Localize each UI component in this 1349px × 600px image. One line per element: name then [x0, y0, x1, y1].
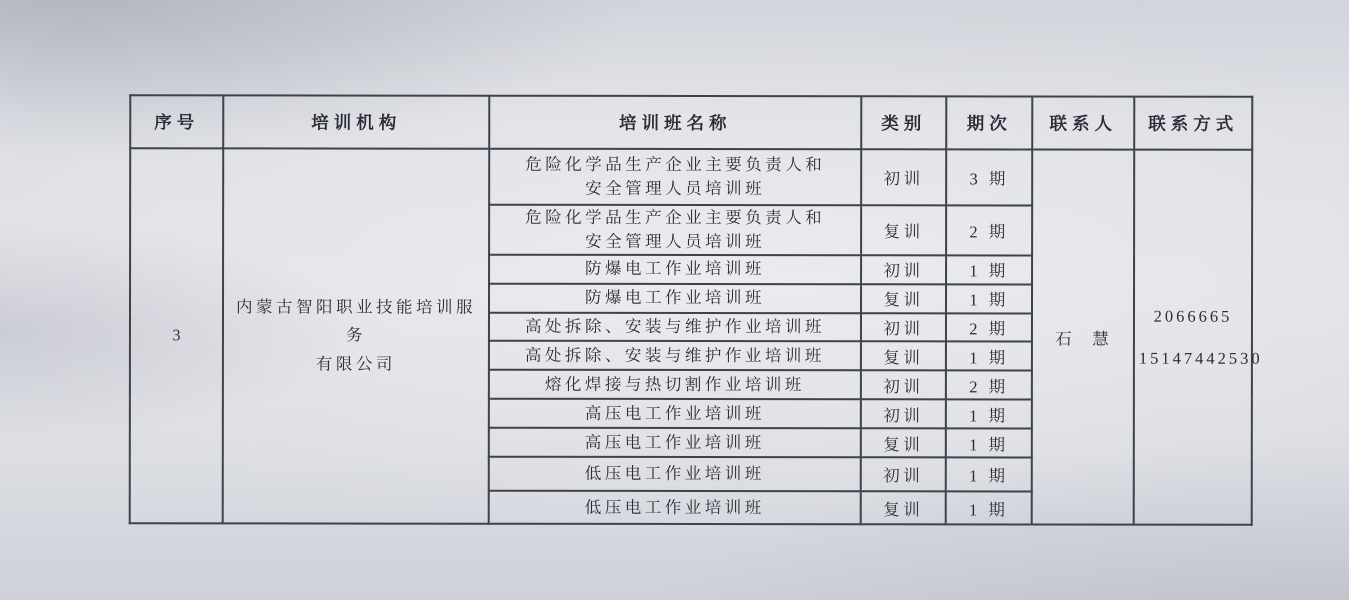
column-header-institution: 培训机构 [223, 95, 489, 148]
session-cell: 1 期 [946, 400, 1032, 429]
session-cell: 1 期 [946, 491, 1032, 524]
class-name-cell: 高处拆除、安装与维护作业培训班 [489, 312, 861, 341]
session-cell: 3 期 [946, 149, 1032, 205]
category-cell: 初训 [861, 399, 946, 428]
institution-cell: 内蒙古智阳职业技能培训服务 有限公司 [223, 148, 490, 523]
contact-method-cell [1134, 150, 1263, 525]
column-header-contact-person: 联系人 [1032, 96, 1134, 149]
column-header-class-name: 培训班名称 [489, 96, 861, 150]
category-cell: 复训 [861, 284, 946, 313]
category-cell: 复训 [861, 491, 946, 524]
class-name-cell: 高压电工作业培训班 [489, 428, 861, 457]
class-name-cell: 熔化焊接与热切割作业培训班 [489, 370, 861, 399]
phone-number-1: 2066665 [1153, 306, 1233, 326]
session-cell: 1 期 [946, 342, 1032, 371]
session-cell: 2 期 [946, 205, 1032, 255]
category-cell: 初训 [861, 255, 946, 284]
session-cell: 1 期 [946, 255, 1032, 284]
category-cell: 复训 [861, 428, 946, 457]
phone-number-2: 15147442530 [1138, 348, 1263, 368]
session-cell: 1 期 [946, 457, 1032, 491]
column-header-category: 类别 [861, 96, 946, 149]
session-cell: 2 期 [946, 371, 1032, 400]
category-cell: 初训 [861, 149, 946, 205]
header-row [130, 95, 1252, 150]
contact-person-cell: 石 慧 [1032, 149, 1135, 524]
class-name-cell: 危险化学品生产企业主要负责人和 安全管理人员培训班 [489, 205, 861, 255]
class-name-cell: 低压电工作业培训班 [489, 457, 861, 492]
class-name-cell: 危险化学品生产企业主要负责人和 安全管理人员培训班 [489, 149, 861, 206]
table-row [130, 148, 1252, 206]
column-header-session: 期次 [946, 96, 1032, 149]
category-cell: 复训 [861, 342, 946, 371]
class-name-cell: 防爆电工作业培训班 [489, 255, 861, 284]
training-schedule-table [129, 94, 1263, 526]
session-cell: 1 期 [946, 284, 1032, 313]
class-name-cell: 高处拆除、安装与维护作业培训班 [489, 341, 861, 370]
category-cell: 初训 [861, 313, 946, 342]
class-name-cell: 防爆电工作业培训班 [489, 283, 861, 312]
serial-number-cell: 3 [130, 148, 224, 523]
column-header-contact-method: 联系方式 [1134, 97, 1252, 150]
session-cell: 2 期 [946, 313, 1032, 342]
category-cell: 初训 [861, 457, 946, 491]
category-cell: 初训 [861, 371, 946, 400]
category-cell: 复训 [861, 205, 946, 255]
class-name-cell: 高压电工作业培训班 [489, 399, 861, 428]
column-header-serial: 序号 [130, 95, 223, 148]
session-cell: 1 期 [946, 428, 1032, 457]
class-name-cell: 低压电工作业培训班 [489, 491, 861, 525]
